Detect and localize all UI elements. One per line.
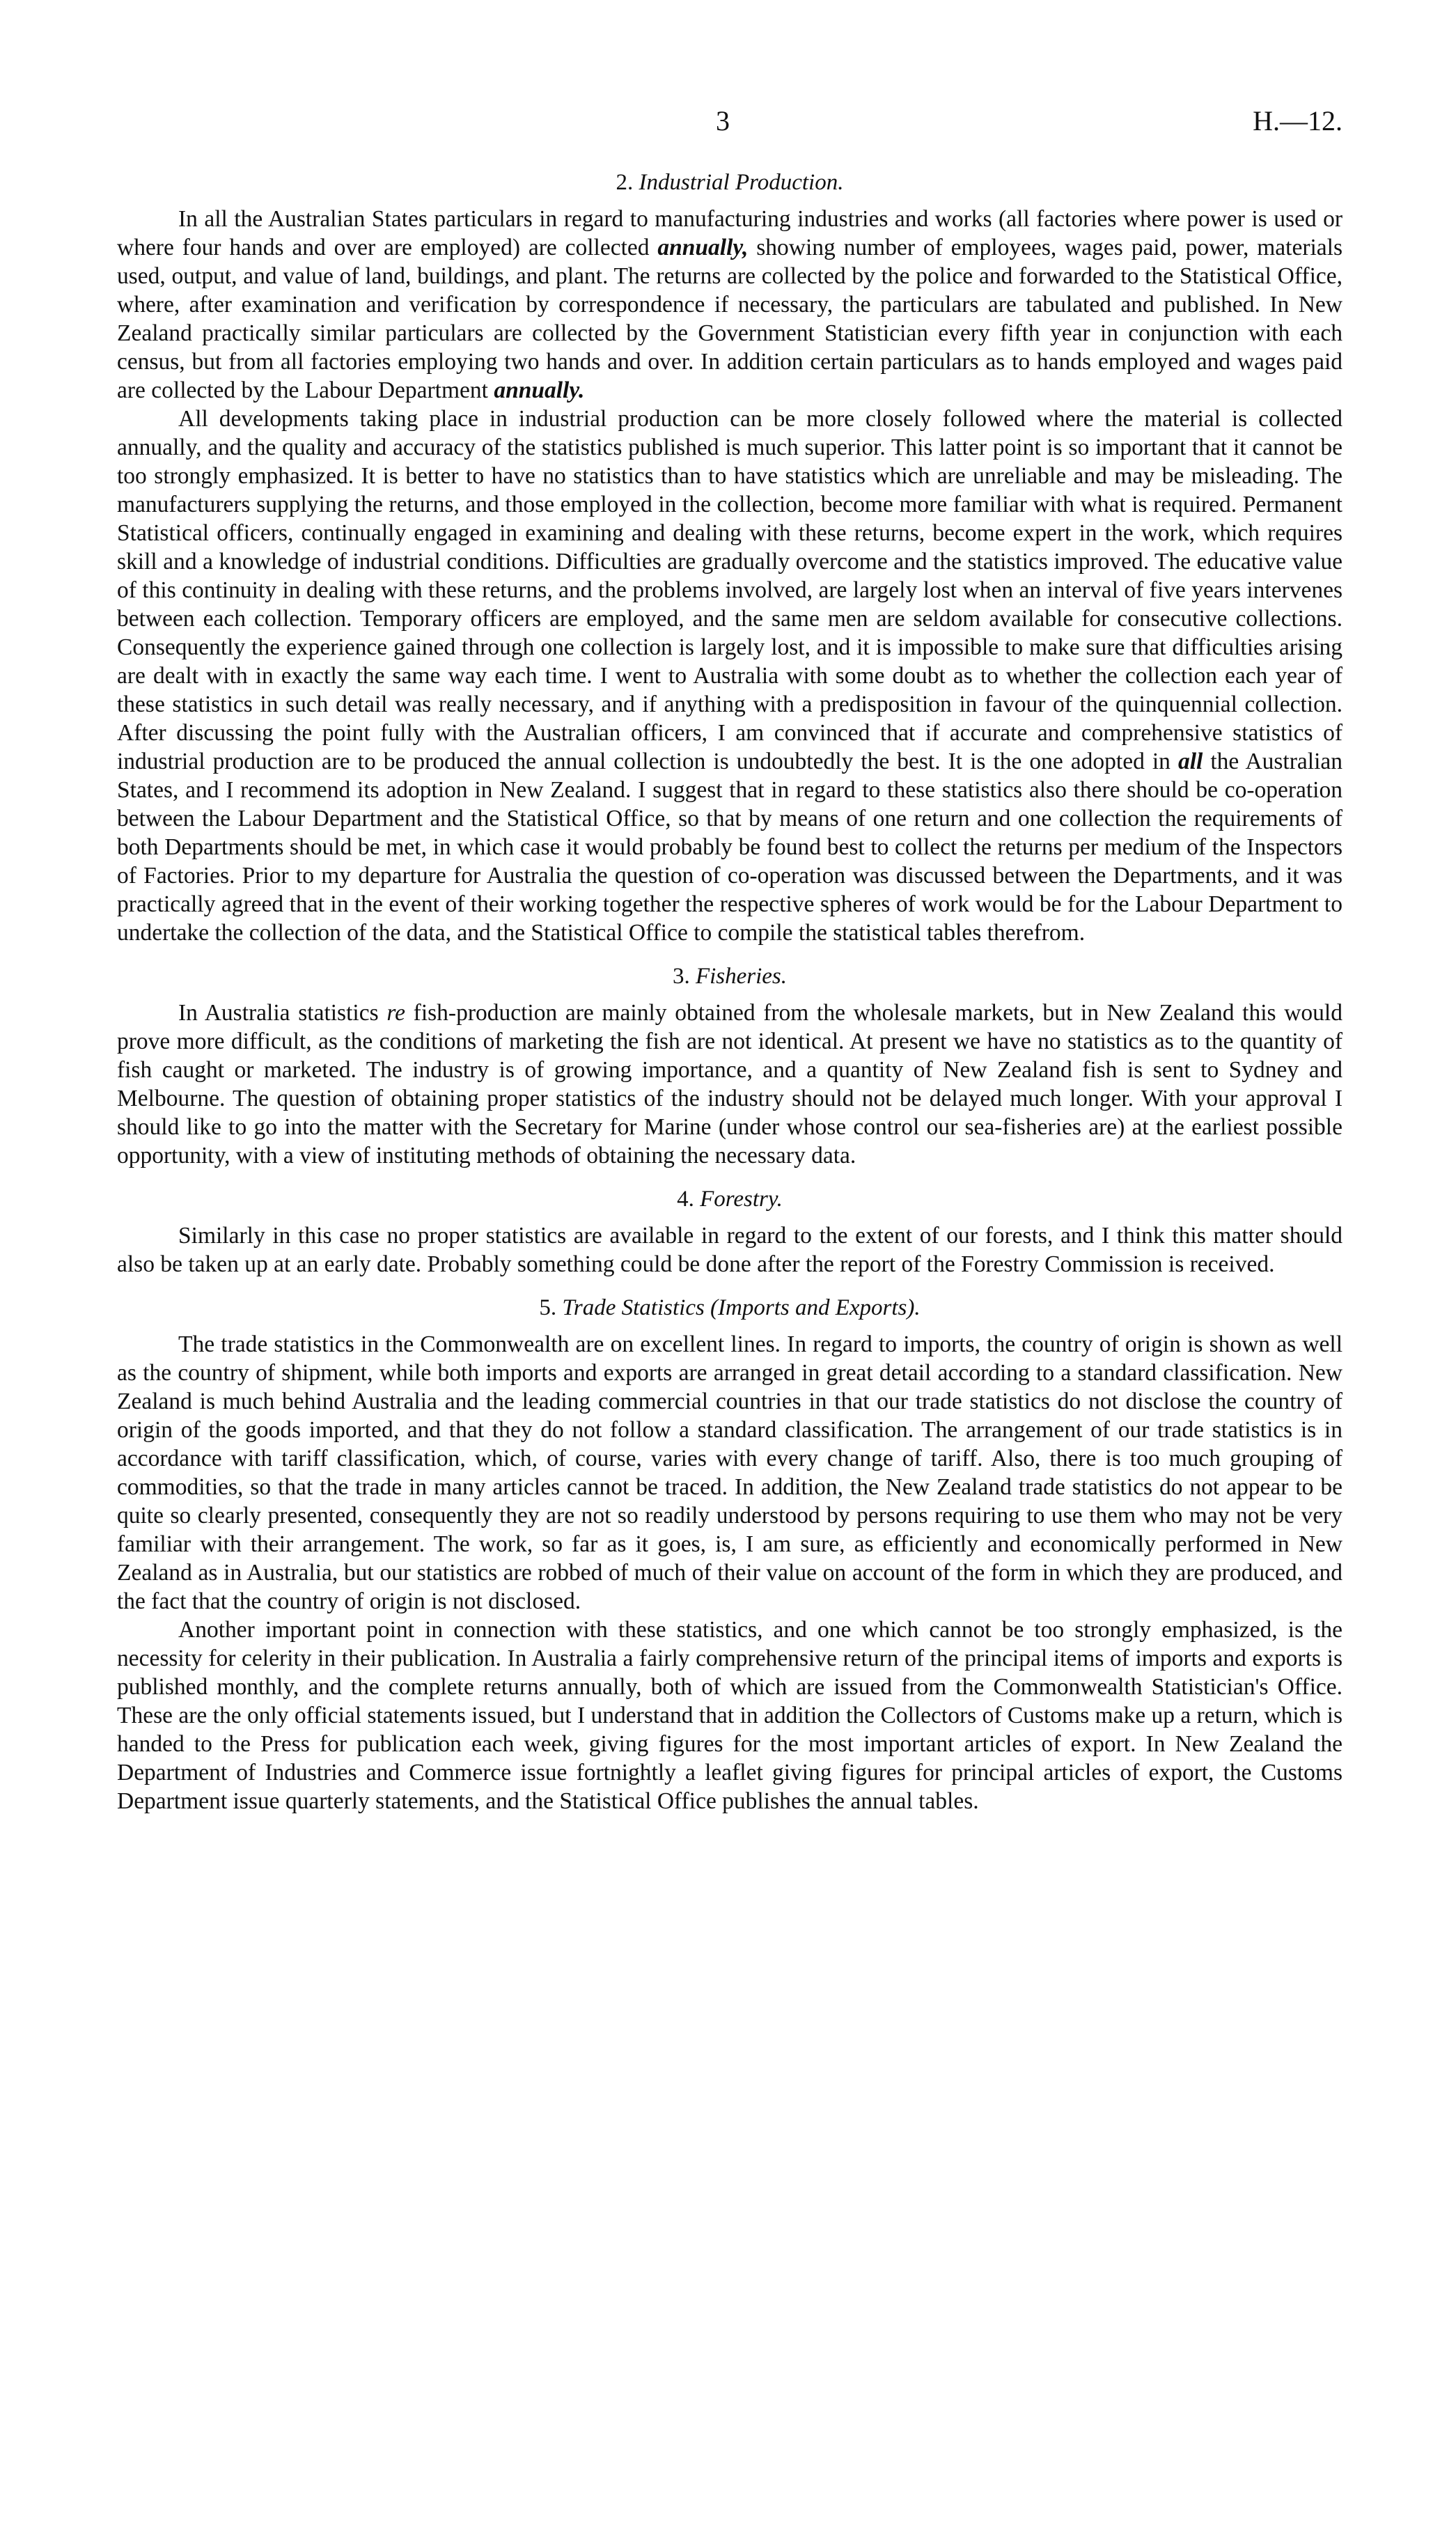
section-forestry xyxy=(117,1185,1343,1279)
paragraph xyxy=(117,205,1343,405)
paragraph-text: showing number of employees, wages paid, power, materials used, output, and value of land, buildings, and plant. The returns are collected by the police and forwarded to the Statistical Office, where, after examination and verification by correspondence if necessary, the particulars are tabulated and published. In New Zealand practically similar particulars are collected by the Government Statistician every fifth year in conjunction with each census, but from all factories employing two hands and over. In addition certain particulars as to hands employed and wages paid are collected by the Labour Department xyxy=(117,235,1343,403)
section-number: 5. xyxy=(539,1295,557,1320)
paragraph-text: In all the Australian States particulars in regard to manufacturing industries and works (all factories where power is used or where four hands and over are employed) are collected xyxy=(117,206,1343,260)
section-industrial-production xyxy=(117,169,1343,947)
paragraph-text: the Australian States, and I recommend its adoption in New Zealand. I suggest that in regard to these statistics also there should be co-operation between the Labour Department and the Statistical Office, so that by means of one return and one collection the requirements of both Departments should be met, in which case it would probably be found best to collect the returns per medium of the Inspectors of Factories. Prior to my departure for Australia the question of co-operation was discussed between the Departments, and it was practically agreed that in the event of their working together the respective spheres of work would be for the Labour Department to undertake the collection of the data, and the Statistical Office to compile the statistical tables therefrom. xyxy=(117,749,1343,946)
section-title: Trade Statistics (Imports and Exports). xyxy=(562,1295,921,1320)
section-number: 4. xyxy=(677,1187,694,1212)
paragraph: Similarly in this case no proper statistics are available in regard to the extent of our forests, and I think this matter should also be taken up at an early date. Probably something could be done after the report of the Forestry Commission is received. xyxy=(117,1223,1343,1277)
section-trade-statistics xyxy=(117,1294,1343,1815)
section-heading xyxy=(117,1294,1343,1322)
section-heading xyxy=(117,1185,1343,1213)
document-id: H.—12. xyxy=(1253,105,1343,136)
section-title: Forestry. xyxy=(700,1187,783,1212)
paragraph-text: All developments taking place in industrial production can be more closely followed where the material is collected annually, and the quality and accuracy of the statistics published is much superior. This latter point is so important that it cannot be too strongly emphasized. It is better to have no statistics than to have statistics which are unreliable and may be misleading. The manufacturers supplying the returns, and those employed in the collection, become more familiar with what is required. Permanent Statistical officers, continually engaged in examining and dealing with these returns, become expert in the work, which requires skill and a knowledge of industrial conditions. Difficulties are gradually overcome and the statistics improved. The educative value of this continuity in dealing with these returns, and the problems involved, are largely lost when an interval of five years intervenes between each collection. Temporary officers are employed, and the same men are seldom available for consecutive collections. Consequently the experience gained through one collection is largely lost, and it is impossible to make sure that difficulties arising are dealt with in exactly the same way each time. I went to Australia with some doubt as to whether the collection each year of these statistics in such detail was really necessary, and if anything with a predisposition in favour of the quinquennial collection. After discussing the point fully with the Australian officers, I am convinced that if accurate and comprehensive statistics of industrial production are to be produced the annual collection is undoubtedly the best. It is the one adopted in xyxy=(117,406,1343,774)
paragraph xyxy=(117,999,1343,1170)
paragraph: Another important point in connection with these statistics, and one which cannot be too strongly emphasized, is the necessity for celerity in their publication. In Australia a fairly comprehensive return of the principal items of imports and exports is published monthly, and the complete returns annually, both of which are issued from the Commonwealth Statistician's Office. These are the only official statements issued, but I understand that in addition the Collectors of Customs make up a return, which is handed to the Press for publication each week, giving figures for the most important articles of export. In New Zealand the Department of Industries and Commerce issue fortnightly a leaflet giving figures for principal articles of export, the Customs Department issue quarterly statements, and the Statistical Office publishes the annual tables. xyxy=(117,1617,1343,1814)
page-header xyxy=(117,97,1343,153)
section-heading xyxy=(117,169,1343,196)
emphasis-text: all xyxy=(1177,749,1203,774)
paragraph: The trade statistics in the Commonwealth are on excellent lines. In regard to imports, the country of origin is shown as well as the country of shipment, while both imports and exports are arranged in great detail according to a standard classification. New Zealand is much behind Australia and the leading commercial countries in that our trade statistics do not disclose the country of origin of the goods imported, and that they do not follow a standard classification. The arrangement of our trade statistics is in accordance with tariff classification, which, of course, varies with every change of tariff. Also, there is too much grouping of commodities, so that the trade in many articles cannot be traced. In addition, the New Zealand trade statistics do not appear to be quite so clearly presented, consequently they are not so readily understood by persons requiring to use them who may not be very familiar with their arrangement. The work, so far as it goes, is, I am sure, as efficiently and economically performed in New Zealand as in Australia, but our statistics are robbed of much of their value on account of the form in which they are produced, and the fact that the country of origin is not disclosed. xyxy=(117,1331,1343,1614)
emphasis-text: re xyxy=(386,1000,405,1026)
emphasis-text: annually. xyxy=(494,377,585,403)
section-heading xyxy=(117,962,1343,990)
paragraph-text: fish-production are mainly obtained from the wholesale markets, but in New Zealand this would prove more difficult, as the conditions of marketing the fish are not identical. At present we have no statistics as to the quantity of fish caught or marketed. The industry is of growing importance, and a quantity of New Zealand fish is sent to Sydney and Melbourne. The question of obtaining proper statistics of the industry should not be delayed much longer. With your approval I should like to go into the matter with the Secretary for Marine (under whose control our sea-fisheries are) at the earliest possible opportunity, with a view of instituting methods of obtaining the necessary data. xyxy=(117,1000,1343,1168)
emphasis-text: annually, xyxy=(657,235,749,260)
section-title: Fisheries. xyxy=(695,964,788,989)
page-number: 3 xyxy=(716,105,730,136)
paragraph-text: In Australia statistics xyxy=(178,1000,387,1026)
document-page xyxy=(117,97,1343,1815)
section-fisheries xyxy=(117,962,1343,1170)
section-number: 2. xyxy=(616,170,634,195)
paragraph xyxy=(117,405,1343,947)
section-number: 3. xyxy=(672,964,690,989)
section-title: Industrial Production. xyxy=(639,170,844,195)
